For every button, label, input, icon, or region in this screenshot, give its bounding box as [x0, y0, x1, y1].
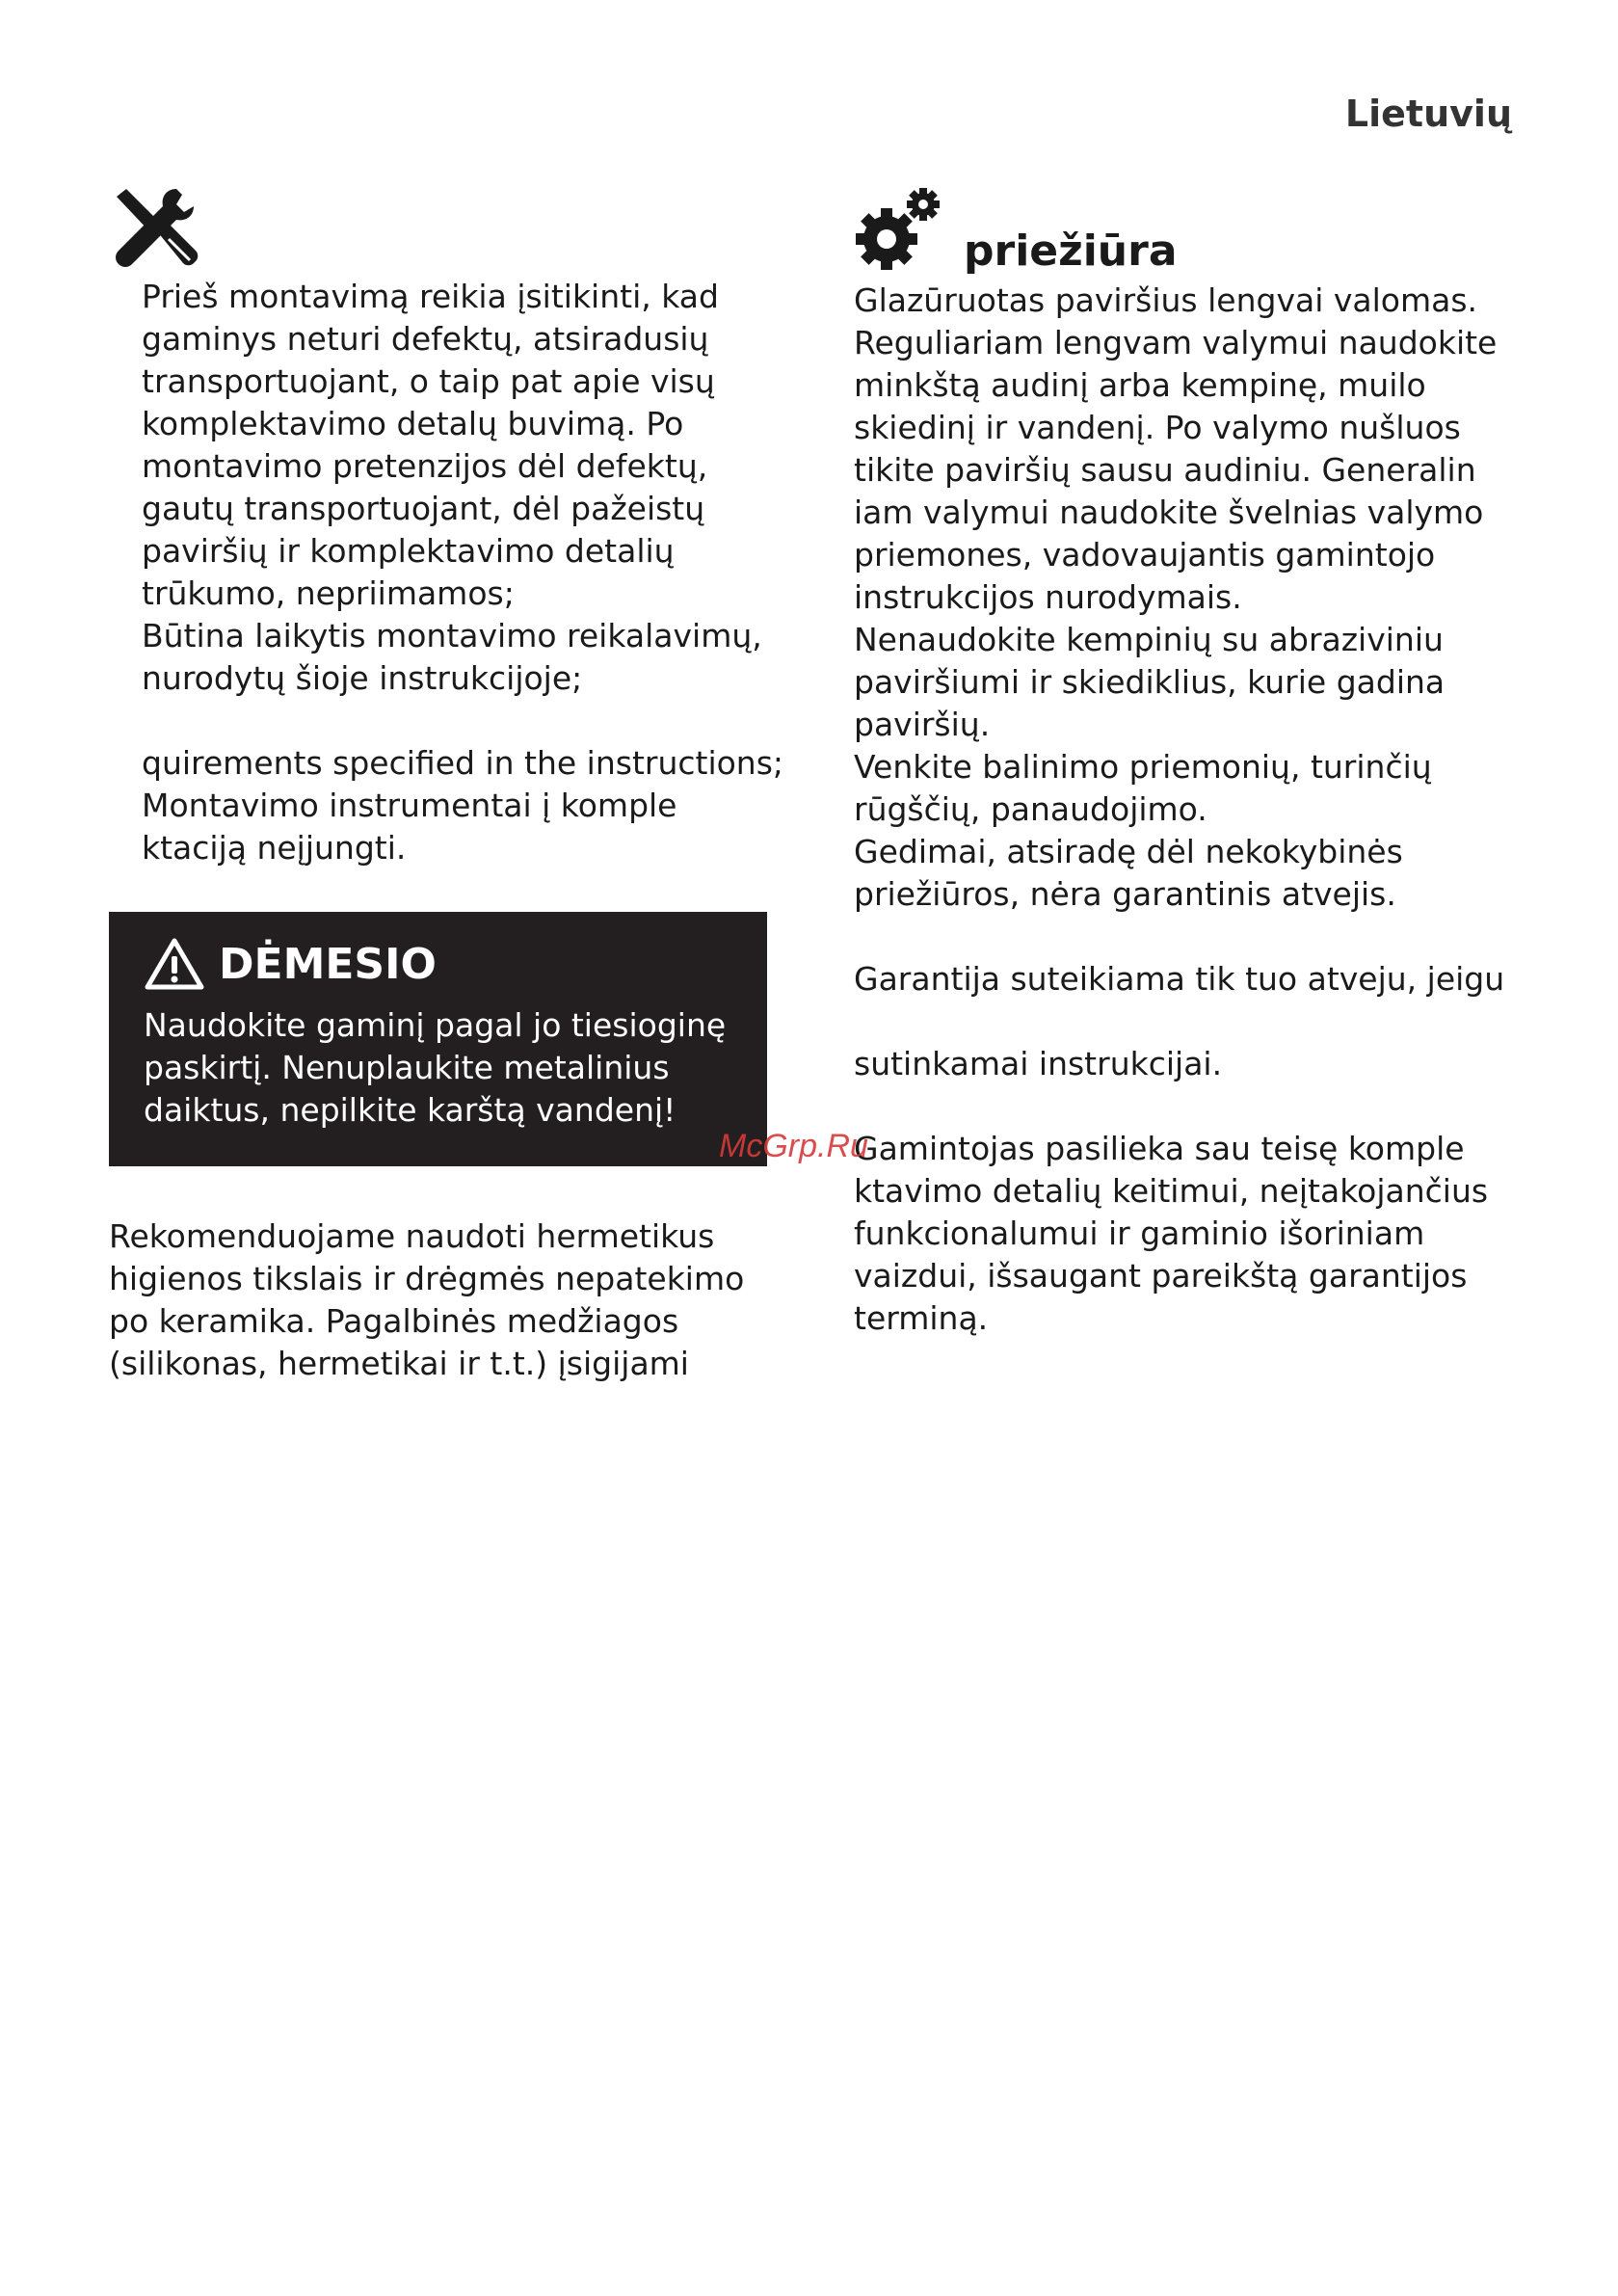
right-column	[854, 183, 1528, 1340]
text-line: tikite paviršių sausu audiniu. Generalin	[854, 451, 1476, 489]
warning-triangle-icon	[144, 937, 205, 991]
text-line: ktavimo detalių keitimui, neįtakojančius	[854, 1172, 1489, 1210]
maintenance-paragraph	[854, 280, 1528, 1340]
text-line: higienos tikslais ir drėgmės nepatekimo	[109, 1260, 745, 1297]
warning-line: Naudokite gaminį pagal jo tiesioginę	[144, 1006, 727, 1044]
text-line: instrukcijos nurodymais.	[854, 578, 1242, 616]
language-label: Lietuvių	[1344, 93, 1512, 135]
text-line: Būtina laikytis montavimo reikalavimų,	[142, 617, 762, 654]
text-line: Gamintojas pasilieka sau teisę komple	[854, 1130, 1465, 1167]
text-line: minkštą audinį arba kempinę, muilo	[854, 366, 1426, 404]
text-line: gaminys neturi defektų, atsiradusių	[142, 320, 709, 358]
text-line: ktaciją neįjungti.	[142, 829, 407, 867]
text-line: paviršių ir komplektavimo detalių	[142, 532, 675, 570]
watermark: McGrp.Ru	[719, 1128, 868, 1164]
warning-line: paskirtį. Nenuplaukite metalinius	[144, 1049, 670, 1086]
text-line: Reguliariam lengvam valymui naudokite	[854, 324, 1498, 361]
maintenance-header	[854, 183, 1528, 280]
installation-paragraph	[109, 276, 784, 869]
text-line: trūkumo, nepriimamos;	[142, 574, 515, 612]
maintenance-title: priežiūra	[964, 227, 1178, 276]
sealant-paragraph	[109, 1215, 783, 1385]
text-line: nurodytų šioje instrukcijoje;	[142, 659, 583, 697]
warning-line: daiktus, nepilkite karštą vandenį!	[144, 1091, 676, 1129]
text-line: Rekomenduojame naudoti hermetikus	[109, 1217, 715, 1255]
text-line: iam valymui naudokite švelnias valymo	[854, 494, 1484, 531]
text-line: Prieš montavimą reikia įsitikinti, kad	[142, 278, 719, 315]
tools-icon	[109, 183, 201, 276]
warning-title: DĖMESIO	[219, 939, 437, 989]
text-line: skiedinį ir vandenį. Po valymo nušluos	[854, 409, 1461, 446]
text-line: vaizdui, išsaugant pareikštą garantijos	[854, 1257, 1468, 1295]
warning-box	[109, 912, 767, 1166]
text-line: Nenaudokite kempinių su abraziviniu	[854, 621, 1444, 658]
text-line: montavimo pretenzijos dėl defektų,	[142, 447, 708, 485]
text-line: priemones, vadovaujantis gamintojo	[854, 536, 1436, 574]
text-line: sutinkamai instrukcijai.	[854, 1045, 1223, 1082]
text-line: Montavimo instrumentai į komple	[142, 787, 677, 824]
text-line: po keramika. Pagalbinės medžiagos	[109, 1302, 679, 1340]
text-line: priežiūros, nėra garantinis atvejis.	[854, 875, 1396, 913]
text-line: Glazūruotas paviršius lengvai valomas.	[854, 281, 1478, 319]
gears-icon	[854, 183, 946, 276]
warning-header	[144, 933, 732, 995]
text-line: quirements specified in the instructions;	[142, 744, 784, 782]
text-line: gautų transportuojant, dėl pažeistų	[142, 490, 705, 527]
text-line: funkcionalumui ir gaminio išoriniam	[854, 1215, 1425, 1252]
text-line: Venkite balinimo priemonių, turinčių	[854, 748, 1432, 786]
text-line: paviršių.	[854, 706, 991, 743]
left-column	[109, 183, 784, 869]
text-line: terminą.	[854, 1299, 989, 1337]
text-line: paviršiumi ir skiediklius, kurie gadina	[854, 663, 1446, 701]
text-line: komplektavimo detalų buvimą. Po	[142, 405, 684, 442]
text-line: (silikonas, hermetikai ir t.t.) įsigijami	[109, 1345, 689, 1382]
text-line: Gedimai, atsiradę dėl nekokybinės	[854, 833, 1403, 870]
text-line: Garantija suteikiama tik tuo atveju, jeigu	[854, 960, 1505, 998]
text-line: rūgščių, panaudojimo.	[854, 790, 1207, 828]
text-line: transportuojant, o taip pat apie visų	[142, 362, 715, 400]
